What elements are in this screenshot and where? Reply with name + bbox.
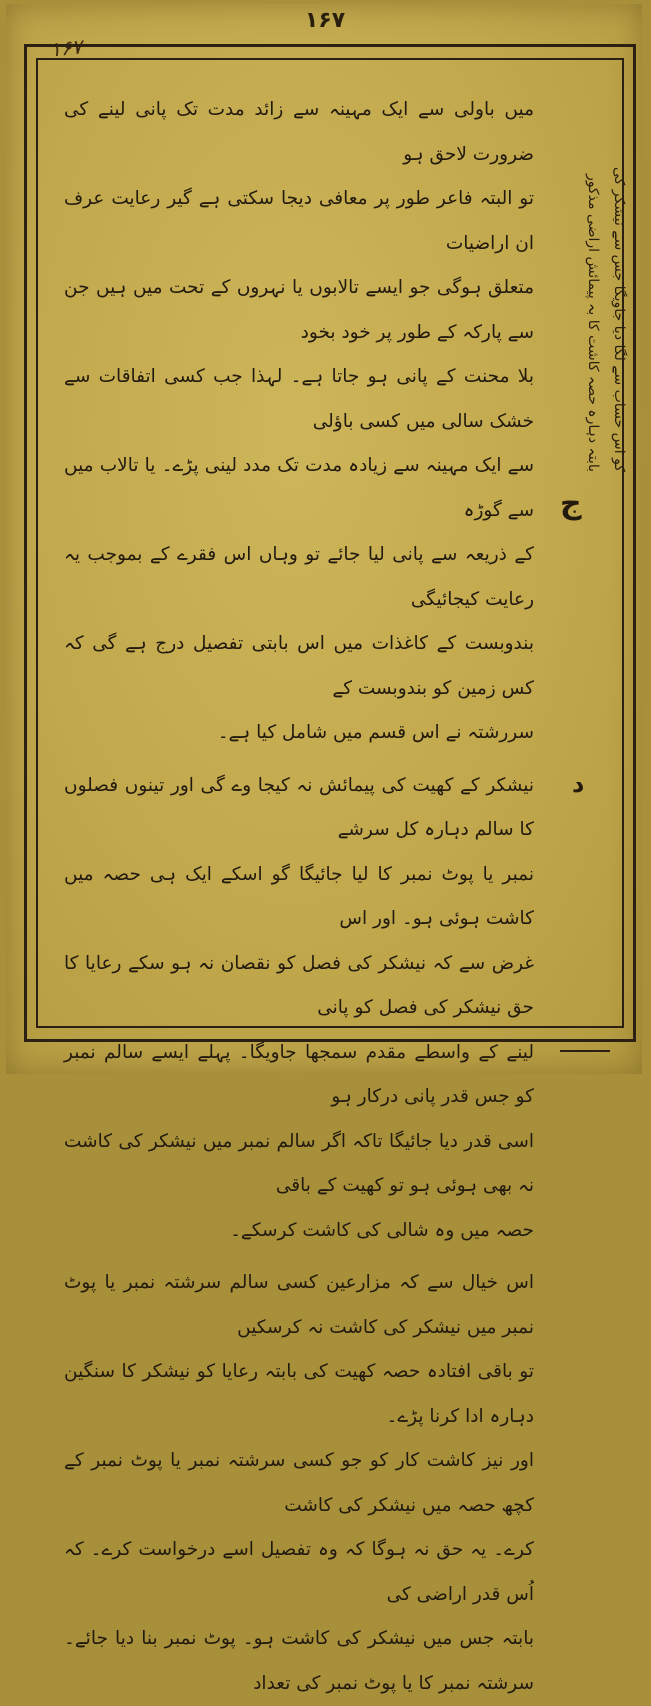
corner-handwritten-mark: ۱۶۷ (48, 34, 84, 62)
text-line: کے ذریعہ سے پانی لیا جائے تو وہاں اس فقرے کے بموجب یہ رعایت کیجائیگی (64, 544, 534, 610)
paragraph-3 (64, 1261, 534, 1706)
margin-note-line: کو اس حساب سے لگا دیا جاویگا جس سے نیشکر کی (611, 167, 627, 472)
text-line: بندوبست کے کاغذات میں اس بابتی تفصیل درج ہے گی کہ کس زمین کو بندوبست کے (64, 633, 534, 699)
margin-note-line: بابتہ دہارہ حصہ کاشت کا بہ پیمائش اراضی مذکور (585, 173, 601, 472)
text-line: تو البتہ فاعر طور پر معافی دیجا سکتی ہے گیر رعایت عرف ان اراضیات (64, 188, 534, 254)
text-line: بلا محنت کے پانی ہو جاتا ہے۔ لہذا جب کسی اتفاقات سے خشک سالی میں کسی باؤلی (64, 366, 534, 432)
section-marker-dal: د (572, 770, 585, 798)
text-line: لینے کے واسطے مقدم سمجھا جاویگا۔ پہلے ایسے سالم نمبر کو جس قدر پانی درکار ہو (64, 1041, 534, 1107)
text-line: حصہ میں وہ شالی کی کاشت کرسکے۔ (230, 1219, 534, 1241)
page-number: ۱۶۷ (304, 8, 346, 33)
text-line: متعلق ہوگی جو ایسے تالابوں یا نہروں کے تحت میں ہیں جن سے پارکہ کے طور پر خود بخود (64, 277, 534, 343)
paragraph-1 (64, 88, 534, 756)
text-line: بابتہ جس میں نیشکر کی کاشت ہو۔ پوٹ نمبر بنا دیا جائے۔ سرشتہ نمبر کا یا پوٹ نمبر کی تعداد (64, 1628, 534, 1694)
body-text (64, 88, 534, 1706)
text-line: سے ایک مہینہ سے زیادہ مدت تک مدد لینی پڑے۔ یا تالاب میں سے گوڑہ (64, 455, 534, 521)
bottom-rule (560, 1050, 610, 1056)
text-line: اسی قدر دیا جائیگا تاکہ اگر سالم نمبر میں نیشکر کی کاشت نہ بھی ہوئی ہو تو کھیت کے باقی (64, 1130, 534, 1196)
text-line: غرض سے کہ نیشکر کی فصل کو نقصان نہ ہو سکے رعایا کا حق نیشکر کی فصل کو پانی (64, 952, 534, 1018)
text-line: اس خیال سے کہ مزارعین کسی سالم سرشتہ نمبر یا پوٹ نمبر میں نیشکر کی کاشت نہ کرسکیں (64, 1272, 534, 1338)
text-line: کرے۔ یہ حق نہ ہوگا کہ وہ تفصیل اسے درخواست کرے۔ کہ اُس قدر اراضی کی (64, 1539, 534, 1605)
text-line: میں باولی سے ایک مہینہ سے زائد مدت تک پانی لینے کی ضرورت لاحق ہو (64, 99, 534, 165)
text-line: نیشکر کے کھیت کی پیمائش نہ کیجا وے گی اور تینوں فصلوں کا سالم دہارہ کل سرشے (64, 774, 534, 840)
text-line: اور نیز کاشت کار کو جو کسی سرشتہ نمبر یا پوٹ نمبر کے کچھ حصہ میں نیشکر کی کاشت (64, 1450, 534, 1516)
text-line: تو باقی افتادہ حصہ کھیت کی بابتہ رعایا کو نیشکر کا سنگین دہارہ ادا کرنا پڑے۔ (64, 1361, 534, 1427)
paragraph-2 (64, 764, 534, 1254)
section-marker-jeem: ج (560, 486, 582, 521)
margin-note (552, 112, 632, 472)
text-line: سررشتہ نے اس قسم میں شامل کیا ہے۔ (217, 722, 534, 743)
text-line: نمبر یا پوٹ نمبر کا لیا جائیگا گو اسکے ایک ہی حصہ میں کاشت ہوئی ہو۔ اور اس (64, 863, 534, 929)
